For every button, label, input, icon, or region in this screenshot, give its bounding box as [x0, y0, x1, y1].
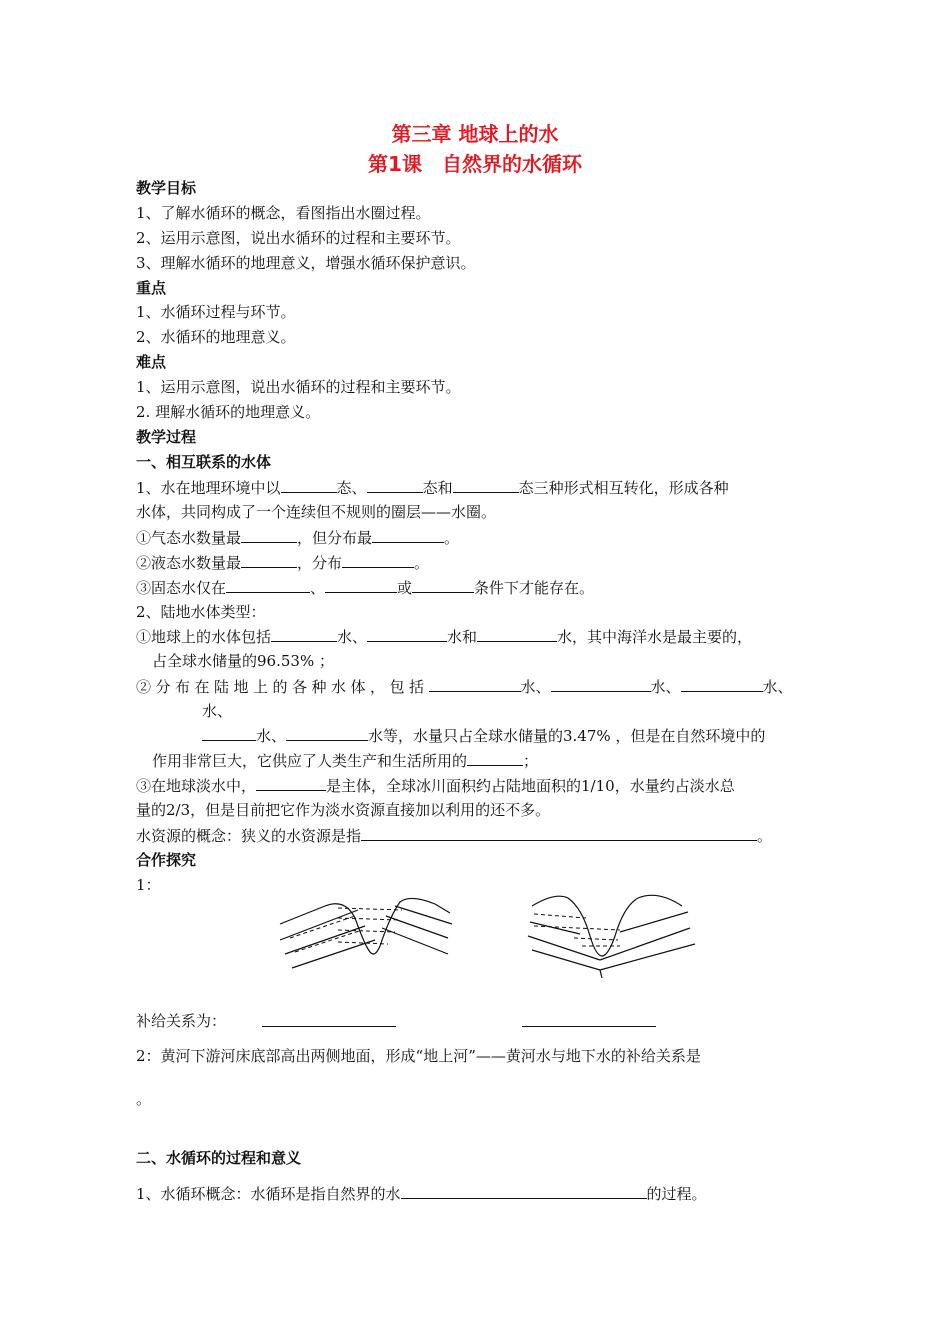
answer-blank[interactable]: [681, 676, 763, 692]
process-heading: 教学过程: [136, 428, 197, 446]
answer-blank[interactable]: [367, 626, 447, 642]
q2-3-line2: 量的2/3，但是目前把它作为淡水资源直接加以利用的还不多。: [136, 801, 551, 819]
answer-blank[interactable]: [401, 1183, 647, 1199]
key-item: 2、水循环的地理意义。: [136, 328, 296, 346]
q2-1-line: ①地球上的水体包括 水、 水和 水，其中海洋水是最主要的，: [136, 628, 753, 646]
answer-blank[interactable]: [367, 477, 423, 493]
q2-2-line2: 水、: [202, 702, 233, 720]
key-item: 1、水循环过程与环节。: [136, 303, 296, 321]
answer-blank[interactable]: [241, 552, 297, 568]
coop-item-2-end: 。: [136, 1090, 152, 1108]
section2-heading: 二、水循环的过程和意义: [136, 1149, 302, 1167]
answer-blank[interactable]: [477, 626, 557, 642]
answer-blank[interactable]: [522, 1011, 656, 1027]
coop-item-2: 2：黄河下游河床底部高出两侧地面，形成“地上河”——黄河水与地下水的补给关系是: [136, 1047, 701, 1065]
goal-item: 1、了解水循环的概念，看图指出水圈过程。: [136, 204, 431, 222]
answer-blank[interactable]: [281, 477, 337, 493]
q1-2-line: ②液态水数量最 ，分布 。: [136, 554, 430, 572]
answer-blank[interactable]: [202, 725, 256, 741]
answer-blank[interactable]: [241, 527, 297, 543]
answer-blank[interactable]: [325, 577, 397, 593]
difficulty-heading: 难点: [136, 353, 167, 371]
q1-3-line: ③固态水仅在 、 或 条件下才能存在。: [136, 579, 595, 597]
water-resource-line: 水资源的概念：狭义的水资源是指 。: [136, 827, 773, 845]
river-groundwater-diagram-2: [520, 888, 710, 978]
answer-blank[interactable]: [467, 750, 523, 766]
supply-line: 补给关系为：: [136, 1012, 227, 1030]
difficulty-item: 1、运用示意图，说出水循环的过程和主要环节。: [136, 378, 461, 396]
lesson-title: 第1课 自然界的水循环: [368, 152, 582, 176]
difficulty-item: 2. 理解水循环的地理意义。: [136, 403, 321, 421]
answer-blank[interactable]: [551, 676, 651, 692]
answer-blank[interactable]: [226, 577, 310, 593]
answer-blank[interactable]: [286, 725, 368, 741]
goals-heading: 教学目标: [136, 179, 197, 197]
answer-blank[interactable]: [262, 1011, 396, 1027]
answer-blank[interactable]: [256, 775, 326, 791]
chapter-title: 第三章 地球上的水: [391, 122, 559, 146]
goal-item: 2、运用示意图，说出水循环的过程和主要环节。: [136, 229, 461, 247]
keys-heading: 重点: [136, 279, 167, 297]
q1-1-line: ①气态水数量最 ，但分布最 。: [136, 529, 460, 547]
answer-blank[interactable]: [412, 577, 474, 593]
q2-heading: 2、陆地水体类型：: [136, 603, 266, 621]
cycle-concept-line: 1、水循环概念：水循环是指自然界的水 的过程。: [136, 1185, 707, 1203]
coop-heading: 合作探究: [136, 851, 197, 869]
answer-blank[interactable]: [361, 825, 757, 841]
answer-blank[interactable]: [271, 626, 337, 642]
answer-blank[interactable]: [429, 676, 521, 692]
section1-heading: 一、相互联系的水体: [136, 453, 272, 471]
q2-3-line: ③在地球淡水中， 是主体，全球冰川面积约占陆地面积的1/10，水量约占淡水总: [136, 777, 735, 795]
answer-blank[interactable]: [342, 552, 414, 568]
q2-2-line3: 水、 水等，水量只占全球水储量的3.47% ，但是在自然环境中的: [202, 725, 765, 746]
q1-line: 1、水在地理环境中以 态、 态和 态三种形式相互转化，形成各种: [136, 479, 729, 497]
q2-2-line: ②分布在陆地上的各种水体，包括 水、 水、 水、: [136, 678, 793, 696]
q2-1-line2: 占全球水储量的96.53% ；: [152, 652, 334, 670]
river-groundwater-diagram-1: [270, 888, 460, 978]
goal-item: 3、理解水循环的地理意义，增强水循环保护意识。: [136, 254, 476, 272]
q1-line2: 水体，共同构成了一个连续但不规则的圈层——水圈。: [136, 503, 497, 521]
answer-blank[interactable]: [372, 527, 444, 543]
q2-2-line4: 作用非常巨大，它供应了人类生产和生活所用的 ；: [152, 752, 539, 770]
coop-item-1: 1：: [136, 876, 161, 894]
answer-blank[interactable]: [453, 477, 519, 493]
